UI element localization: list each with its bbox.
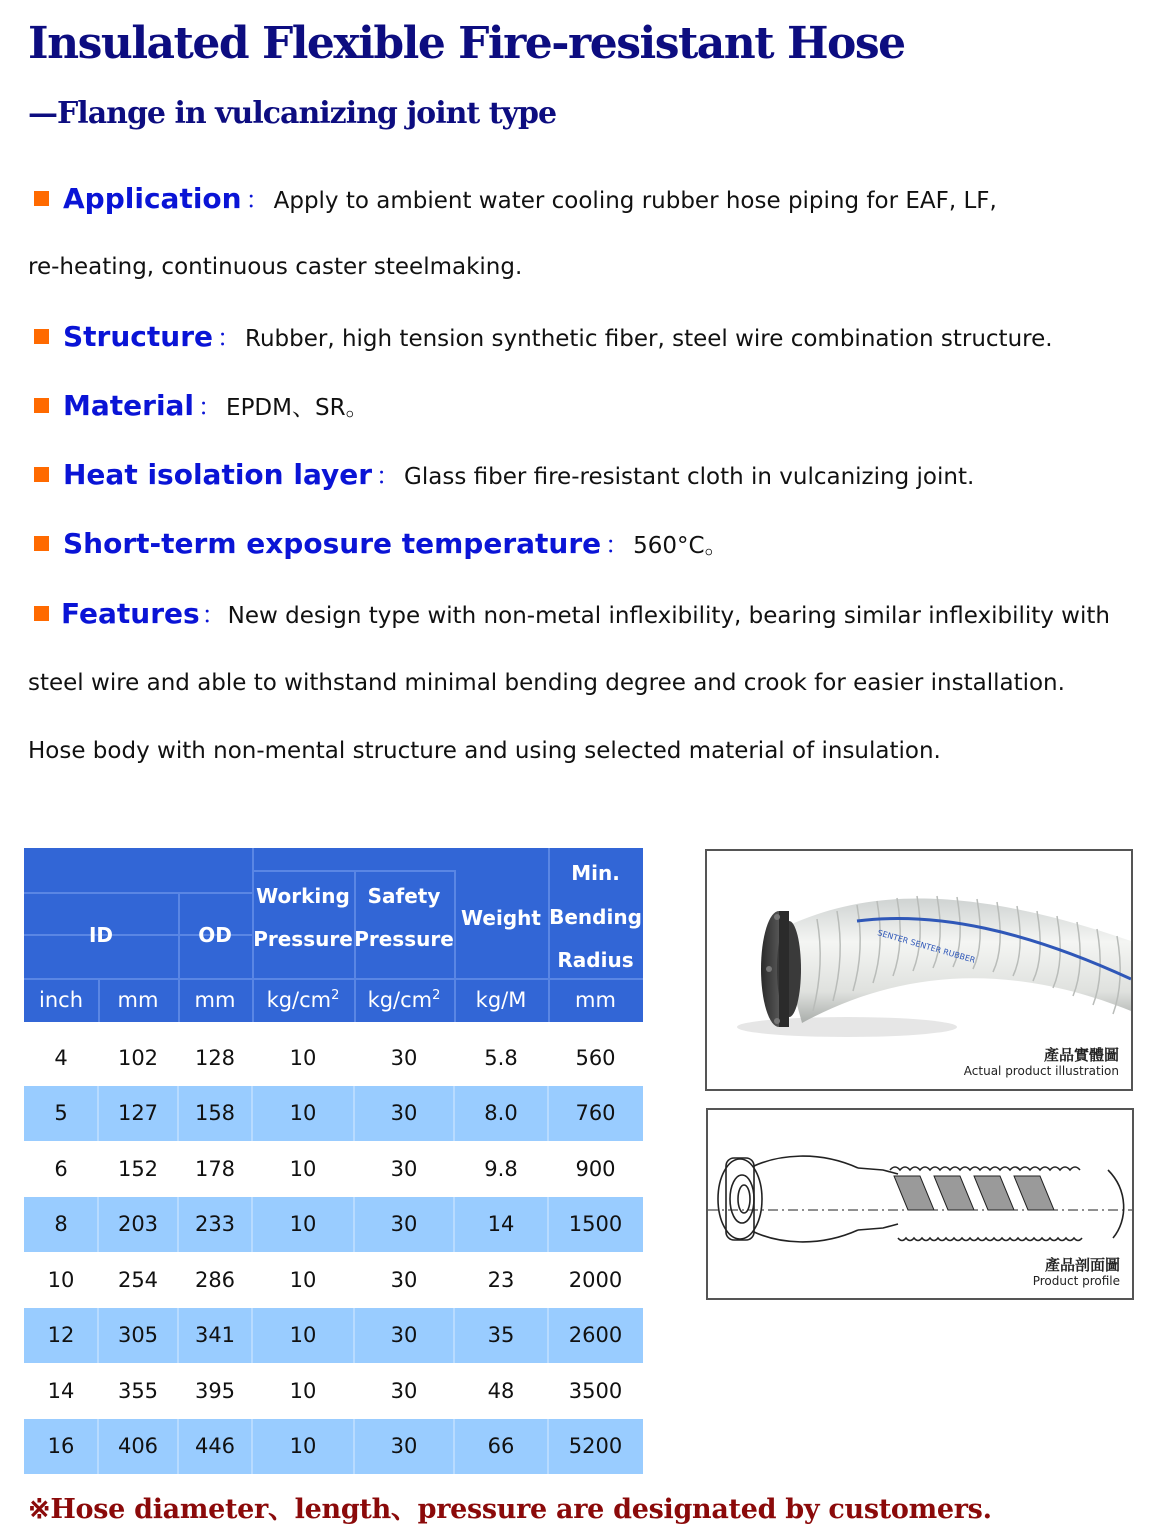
cell-id-mm: 102 bbox=[117, 1045, 159, 1070]
spec-material: Material ： EPDM、SR。 bbox=[28, 387, 369, 422]
header-weight: Weight bbox=[461, 905, 541, 930]
cell-weight: 8.0 bbox=[484, 1101, 518, 1126]
cell-working-pressure: 10 bbox=[289, 1323, 317, 1348]
cell-weight: 23 bbox=[487, 1267, 515, 1292]
column-separator bbox=[97, 1308, 99, 1364]
cell-safety-pressure: 30 bbox=[390, 1156, 418, 1181]
table-row bbox=[24, 1030, 643, 1086]
cell-od-mm: 395 bbox=[194, 1378, 236, 1403]
column-separator bbox=[353, 1308, 355, 1364]
cell-working-pressure: 10 bbox=[289, 1101, 317, 1126]
page-title: Insulated Flexible Fire-resistant Hose bbox=[28, 18, 905, 69]
bullet-icon bbox=[34, 536, 49, 551]
spec-label: Material bbox=[63, 389, 195, 422]
cell-od-mm: 233 bbox=[194, 1212, 236, 1237]
cell-id-mm: 127 bbox=[117, 1101, 159, 1126]
cell-id-inch: 10 bbox=[47, 1267, 75, 1292]
header-min: Min. bbox=[571, 861, 620, 885]
cell-weight: 5.8 bbox=[484, 1045, 518, 1070]
cell-bending-radius: 760 bbox=[575, 1101, 616, 1126]
column-separator bbox=[251, 1197, 253, 1253]
column-separator bbox=[547, 1086, 549, 1142]
column-separator bbox=[97, 1197, 99, 1253]
spec-text: 560°C。 bbox=[633, 533, 728, 559]
column-separator bbox=[177, 1419, 179, 1475]
table-row bbox=[24, 1363, 643, 1419]
unit-mm: mm bbox=[117, 988, 159, 1012]
unit-kg-m: kg/M bbox=[475, 988, 527, 1012]
table-row bbox=[24, 1141, 643, 1197]
unit-mm: mm bbox=[575, 988, 616, 1012]
column-separator bbox=[453, 1308, 455, 1364]
header-radius: Radius bbox=[557, 948, 634, 972]
cell-id-inch: 8 bbox=[54, 1212, 68, 1237]
column-separator bbox=[547, 1308, 549, 1364]
column-separator bbox=[453, 1197, 455, 1253]
cell-working-pressure: 10 bbox=[289, 1434, 317, 1459]
unit-inch: inch bbox=[39, 988, 83, 1012]
customer-note: ※Hose diameter、length、pressure are designated by customers. bbox=[28, 1494, 992, 1525]
cell-safety-pressure: 30 bbox=[390, 1045, 418, 1070]
column-separator bbox=[177, 1308, 179, 1364]
cell-id-inch: 6 bbox=[54, 1156, 68, 1181]
product-profile bbox=[706, 1108, 1134, 1300]
cell-working-pressure: 10 bbox=[289, 1378, 317, 1403]
table-row bbox=[24, 1308, 643, 1364]
cell-working-pressure: 10 bbox=[289, 1212, 317, 1237]
spec-features-cont: steel wire and able to withstand minimal bending degree and crook for easier installation. bbox=[28, 670, 1065, 696]
bullet-icon bbox=[34, 329, 49, 344]
cell-working-pressure: 10 bbox=[289, 1156, 317, 1181]
header-safety-pressure: Pressure bbox=[354, 927, 454, 951]
cell-safety-pressure: 30 bbox=[390, 1378, 418, 1403]
column-separator bbox=[97, 1419, 99, 1475]
column-separator bbox=[353, 1197, 355, 1253]
cell-id-mm: 254 bbox=[117, 1267, 159, 1292]
cell-bending-radius: 2600 bbox=[568, 1323, 623, 1348]
spec-text: New design type with non-metal inflexibility, bearing similar inflexibility with bbox=[227, 603, 1110, 629]
column-separator bbox=[453, 1086, 455, 1142]
cell-od-mm: 128 bbox=[194, 1045, 236, 1070]
profile-caption-zh: 產品剖面圖 bbox=[1044, 1256, 1120, 1274]
column-separator bbox=[177, 1197, 179, 1253]
spec-heat-isolation: Heat isolation layer ： Glass fiber fire-resistant cloth in vulcanizing joint. bbox=[28, 456, 974, 491]
cell-weight: 14 bbox=[487, 1212, 515, 1237]
column-separator bbox=[547, 1197, 549, 1253]
spec-label: Application bbox=[63, 182, 242, 215]
cell-od-mm: 341 bbox=[194, 1323, 236, 1348]
cell-working-pressure: 10 bbox=[289, 1045, 317, 1070]
cell-id-mm: 406 bbox=[117, 1434, 159, 1459]
unit-kg-cm2: kg/cm $^2$ bbox=[266, 987, 340, 1012]
header-id: ID bbox=[88, 922, 114, 947]
column-separator bbox=[251, 1308, 253, 1364]
cell-id-mm: 152 bbox=[117, 1156, 159, 1181]
spec-label: Short-term exposure temperature bbox=[63, 527, 602, 560]
column-separator bbox=[97, 1086, 99, 1142]
table-row bbox=[24, 1252, 643, 1308]
bullet-icon bbox=[34, 467, 49, 482]
spec-application-cont: re-heating, continuous caster steelmaking. bbox=[28, 254, 523, 280]
bullet-icon bbox=[34, 191, 49, 206]
cell-bending-radius: 560 bbox=[575, 1045, 616, 1070]
photo-caption-en: Actual product illustration bbox=[963, 1064, 1119, 1078]
cell-bending-radius: 1500 bbox=[568, 1212, 623, 1237]
cell-weight: 9.8 bbox=[484, 1156, 518, 1181]
cell-od-mm: 158 bbox=[194, 1101, 236, 1126]
column-separator bbox=[177, 1086, 179, 1142]
cell-id-mm: 203 bbox=[117, 1212, 159, 1237]
cell-id-inch: 5 bbox=[54, 1101, 68, 1126]
cell-bending-radius: 900 bbox=[575, 1156, 616, 1181]
column-separator bbox=[453, 1419, 455, 1475]
page-subtitle: —Flange in vulcanizing joint type bbox=[28, 96, 557, 131]
table-row bbox=[24, 1419, 643, 1475]
table-row bbox=[24, 1086, 643, 1142]
cell-bending-radius: 5200 bbox=[568, 1434, 623, 1459]
spec-features-cont: Hose body with non-mental structure and using selected material of insulation. bbox=[28, 738, 941, 764]
unit-mm: mm bbox=[194, 988, 236, 1012]
cell-bending-radius: 3500 bbox=[568, 1378, 623, 1403]
cell-od-mm: 178 bbox=[194, 1156, 236, 1181]
header-working: Working bbox=[256, 884, 350, 908]
spec-label: Features bbox=[61, 597, 200, 630]
cell-id-inch: 12 bbox=[47, 1323, 75, 1348]
cell-id-inch: 4 bbox=[54, 1045, 68, 1070]
spec-label: Heat isolation layer bbox=[63, 458, 373, 491]
cell-working-pressure: 10 bbox=[289, 1267, 317, 1292]
spec-application: Application ： Apply to ambient water cooling rubber hose piping for EAF, LF, bbox=[28, 180, 997, 215]
cell-weight: 66 bbox=[487, 1434, 515, 1459]
cell-weight: 48 bbox=[487, 1378, 515, 1403]
cell-bending-radius: 2000 bbox=[568, 1267, 623, 1292]
cell-safety-pressure: 30 bbox=[390, 1212, 418, 1237]
spec-temperature: Short-term exposure temperature ： 560°C。 bbox=[28, 525, 728, 560]
cell-od-mm: 286 bbox=[194, 1267, 236, 1292]
cell-id-mm: 305 bbox=[117, 1323, 159, 1348]
cell-safety-pressure: 30 bbox=[390, 1434, 418, 1459]
column-separator bbox=[353, 1086, 355, 1142]
units-row bbox=[24, 978, 643, 1022]
column-separator bbox=[251, 1086, 253, 1142]
photo-caption-zh: 產品實體圖 bbox=[1043, 1046, 1119, 1064]
profile-caption-en: Product profile bbox=[1032, 1274, 1120, 1288]
bullet-icon bbox=[34, 398, 49, 413]
spec-text: Glass fiber fire-resistant cloth in vulcanizing joint. bbox=[404, 464, 975, 490]
column-separator bbox=[547, 1419, 549, 1475]
column-separator bbox=[251, 1419, 253, 1475]
cell-id-inch: 14 bbox=[47, 1378, 75, 1403]
column-separator bbox=[353, 1419, 355, 1475]
table-body bbox=[24, 1030, 643, 1474]
header-bending: Bending bbox=[549, 905, 642, 929]
hose-print: SENTER SENTER RUBBER bbox=[876, 928, 977, 965]
cell-weight: 35 bbox=[487, 1323, 515, 1348]
bullet-icon bbox=[34, 606, 49, 621]
spec-structure: Structure ： Rubber, high tension synthetic fiber, steel wire combination structure. bbox=[28, 318, 1053, 353]
cell-id-mm: 355 bbox=[117, 1378, 159, 1403]
spec-label: Structure bbox=[63, 320, 214, 353]
product-photo bbox=[705, 849, 1133, 1091]
unit-kg-cm2: kg/cm $^2$ bbox=[367, 987, 441, 1012]
spec-features: Features：New design type with non-metal inflexibility, bearing similar inflexibility with bbox=[28, 595, 1110, 630]
cell-id-inch: 16 bbox=[47, 1434, 75, 1459]
header-od: OD bbox=[198, 922, 232, 947]
spec-table bbox=[24, 848, 643, 1022]
spec-text: Apply to ambient water cooling rubber hose piping for EAF, LF, bbox=[273, 188, 997, 214]
spec-text: EPDM、SR。 bbox=[226, 395, 369, 421]
cell-safety-pressure: 30 bbox=[390, 1267, 418, 1292]
table-header bbox=[24, 848, 643, 1022]
cell-safety-pressure: 30 bbox=[390, 1323, 418, 1348]
cell-safety-pressure: 30 bbox=[390, 1101, 418, 1126]
cell-od-mm: 446 bbox=[194, 1434, 236, 1459]
table-row bbox=[24, 1197, 643, 1253]
header-working-pressure: Pressure bbox=[253, 927, 353, 951]
header-safety: Safety bbox=[367, 884, 441, 908]
spec-text: Rubber, high tension synthetic fiber, steel wire combination structure. bbox=[245, 326, 1053, 352]
